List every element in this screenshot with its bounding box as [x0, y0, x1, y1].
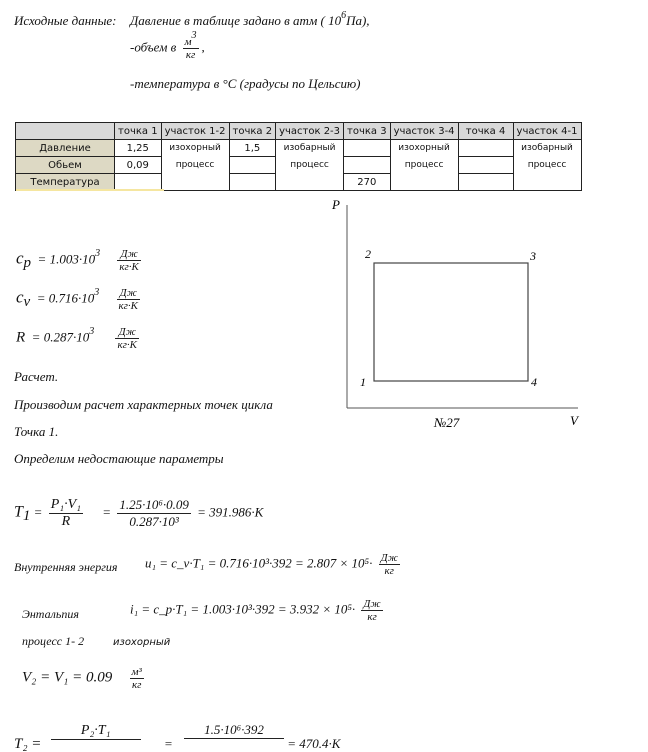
process-cell	[161, 140, 229, 191]
table-cell: 270	[344, 174, 391, 191]
table-cell	[458, 174, 513, 191]
i1-unit	[361, 598, 382, 623]
cell-selection-highlight	[16, 189, 164, 191]
unit-den: кг	[384, 565, 394, 577]
t2-num: P₂·T₁	[51, 723, 141, 740]
internal-energy-label: Внутренняя энергия	[14, 560, 118, 574]
table-cell: 1,25	[115, 140, 162, 157]
table-header-cell: участок 2-3	[276, 123, 344, 140]
unit-den: кг	[131, 679, 142, 691]
volume-unit	[183, 30, 199, 61]
process-type: изохорный	[169, 143, 221, 153]
pressure-exp: 6	[341, 10, 347, 21]
table-header-cell: участок 1-2	[161, 123, 229, 140]
t2-lhs: T₂ =	[14, 736, 42, 752]
axis-label-p: P	[332, 197, 340, 212]
const-exp: 3	[94, 287, 100, 299]
t1-den-values: 0.287·10³	[129, 514, 179, 529]
process-type: изохорный	[398, 143, 450, 153]
table-cell	[344, 157, 391, 174]
table-cell	[344, 140, 391, 157]
table-header-cell: участок 3-4	[390, 123, 458, 140]
unit-num: Дж	[117, 248, 141, 261]
table-cell: 1,5	[229, 140, 276, 157]
point-label-1: 1	[360, 375, 366, 389]
t1-result: = 391.986·K	[197, 504, 264, 520]
intro-label: Исходные данные:	[14, 13, 117, 28]
diagram-caption: №27	[434, 415, 460, 430]
process12-label: процесс 1- 2	[22, 634, 85, 648]
t1-den: R	[61, 514, 71, 529]
t1-lhs: T	[14, 503, 23, 521]
table-header-cell: точка 2	[229, 123, 276, 140]
const-symbol: c	[16, 287, 24, 307]
cycle-rectangle	[374, 263, 528, 381]
table-cell	[458, 140, 513, 157]
process-cell	[276, 140, 344, 191]
table-header-cell: точка 4	[458, 123, 513, 140]
volume-unit-den: кг	[185, 49, 196, 61]
table-cell	[115, 174, 162, 191]
calc-points-text: Производим расчет характерных точек цикла	[14, 397, 273, 412]
formula-t2: T₂ = P₂·T₁ = 1.5·10⁶·392 = 470.4·K	[14, 722, 341, 752]
t2-num-values: 1.5·10⁶·392	[184, 722, 284, 739]
table-cell: 0,09	[115, 157, 162, 174]
v2-expression: V₂ = V₁ = 0.09	[22, 669, 113, 686]
row-label: Давление	[16, 140, 115, 157]
process-cell	[513, 140, 581, 191]
unit-den: кг·К	[119, 261, 139, 273]
const-value: 1.003·10	[49, 251, 96, 267]
table-header-row	[16, 123, 582, 140]
table-cell	[458, 157, 513, 174]
process-word: процесс	[527, 160, 567, 170]
const-sub: p	[23, 255, 32, 272]
process-cell	[390, 140, 458, 191]
const-symbol: c	[16, 248, 24, 268]
formula-u1	[145, 552, 403, 577]
const-symbol: R	[16, 329, 26, 346]
const-unit	[115, 326, 139, 351]
const-value: 0.287·10	[43, 329, 90, 345]
const-unit	[117, 248, 141, 273]
table-header-cell	[16, 123, 115, 140]
volume-unit-num: м	[184, 36, 192, 48]
volume-suffix: ,	[201, 39, 205, 55]
t1-num-values: 1.25·10⁶·0.09	[119, 497, 189, 512]
t1-lhs-sub: 1	[22, 508, 31, 525]
table-row	[16, 140, 582, 157]
constant-cv: cv = $0.716\cdot 10^3$ $\frac{Дж}{кг\cdot К}$	[16, 287, 138, 312]
unit-den: кг	[367, 611, 377, 623]
point-label-2: 2	[365, 247, 371, 261]
unit-den: кг·К	[118, 300, 138, 312]
formula-i1	[130, 598, 386, 623]
t1-num: P₁·V₁	[50, 497, 82, 512]
table-cell	[229, 157, 276, 174]
intro-volume	[130, 30, 205, 61]
process12-type: изохорный	[113, 637, 171, 648]
unit-den: кг·К	[117, 339, 137, 351]
parameters-table	[15, 122, 582, 191]
point1-heading: Точка 1.	[14, 424, 59, 439]
missing-params-text: Определим недостающие параметры	[14, 451, 224, 466]
const-exp: 3	[95, 248, 101, 260]
const-unit	[117, 287, 141, 312]
constant-r: $R = 0.287\cdot 10^3$ $\frac{Дж}{кг\cdot К}$	[16, 326, 137, 351]
process-type: изобарный	[283, 143, 336, 153]
process-word: процесс	[175, 160, 215, 170]
unit-num: Дж	[363, 598, 381, 610]
volume-unit-exp: 3	[191, 30, 197, 41]
row-label: Обьем	[16, 157, 115, 174]
unit-num: Дж	[117, 287, 141, 300]
calc-heading: Расчет.	[14, 369, 59, 384]
process-word: процесс	[404, 160, 444, 170]
intro-pressure	[130, 10, 370, 29]
const-value: 0.716·10	[48, 290, 95, 306]
row-label: Температура	[16, 174, 115, 191]
point-label-3: 3	[530, 249, 536, 263]
table-header-cell: точка 3	[344, 123, 391, 140]
formula-v2	[22, 666, 147, 691]
pressure-text: Давление в таблице задано в атм ( 10	[130, 13, 342, 28]
process-word: процесс	[290, 160, 329, 170]
point-label-4: 4	[531, 375, 537, 389]
table-header-cell: точка 1	[115, 123, 162, 140]
t2-result: = 470.4·K	[287, 736, 341, 751]
volume-prefix: -объем в	[130, 39, 177, 55]
t1-fraction-values	[117, 497, 191, 530]
t1-fraction	[49, 497, 83, 530]
const-sub: v	[23, 294, 31, 311]
i1-expression: i₁ = c_p·T₁ = 1.003·10³·392 = 3.932 × 10⁵·	[130, 601, 356, 617]
axis-label-v: V	[570, 413, 578, 428]
u1-expression: u₁ = c_v·T₁ = 0.716·10³·392 = 2.807 × 10⁵·	[145, 555, 373, 571]
table-cell	[229, 174, 276, 191]
table-header-cell: участок 4-1	[513, 123, 581, 140]
v2-unit	[130, 666, 144, 691]
unit-num: м³	[131, 666, 142, 678]
unit-num: Дж	[380, 552, 398, 564]
unit-num: Дж	[115, 326, 139, 339]
const-exp: 3	[89, 326, 95, 338]
intro-temperature: -температура в °С (градусы по Цельсию)	[130, 76, 361, 91]
pressure-unit: Па),	[346, 13, 370, 28]
enthalpy-label: Энтальпия	[22, 607, 79, 621]
constant-cp: cp = $1.003\cdot 10^3$ $\frac{Дж}{кг\cdot К}$	[16, 248, 139, 273]
u1-unit	[379, 552, 400, 577]
formula-t1: T1 = $\frac{\text{P₁·V₁}}{R}$ = $\frac{\text{1.25·10⁶·0.09}}{\text{0.287·10³}}$ = 391.986·K	[14, 497, 264, 529]
pv-diagram	[320, 190, 600, 440]
process-type: изобарный	[521, 143, 573, 153]
